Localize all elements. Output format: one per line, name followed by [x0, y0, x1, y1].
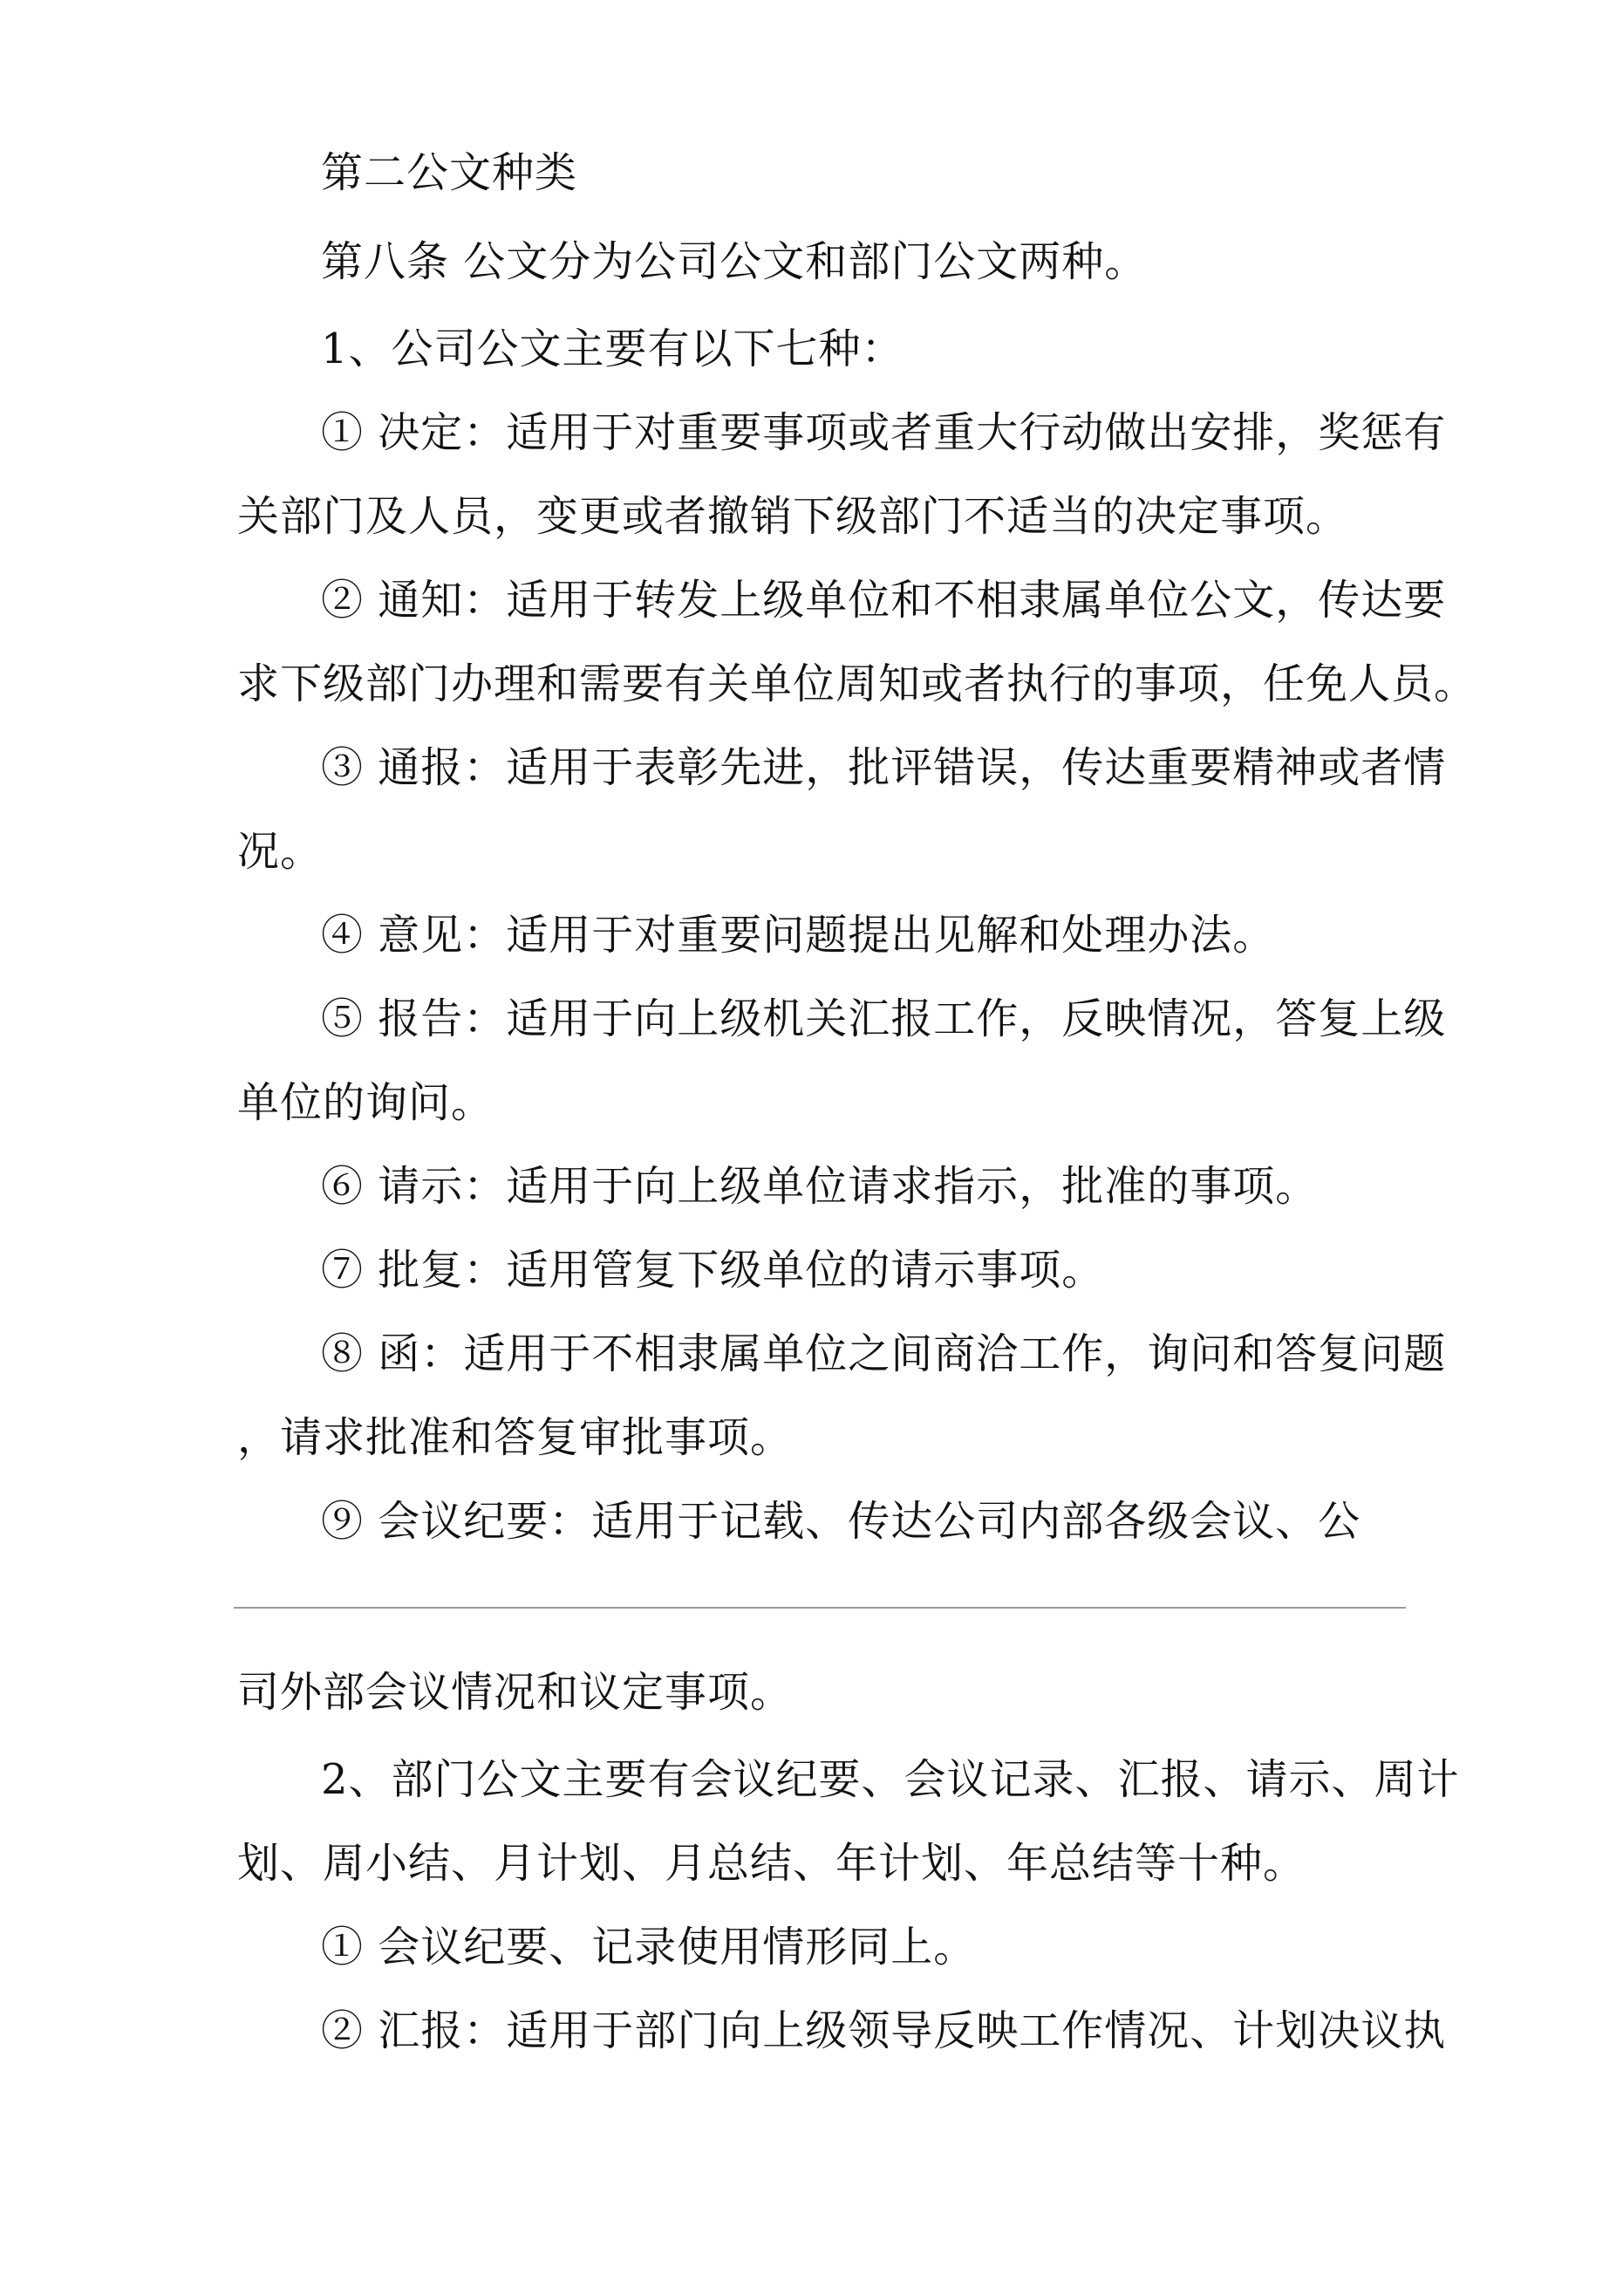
opinion-line: ④ 意见：适用于对重要问题提出见解和处理办法。	[321, 911, 1276, 960]
bulletin-line-1: ③ 通报：适用于表彰先进，批评错误，传达重要精神或者情	[321, 743, 1447, 792]
report-line-1: ⑤ 报告：适用于向上级机关汇报工作，反映情况，答复上级	[321, 994, 1447, 1043]
decision-line-1: ① 决定：适用于对重要事项或者重大行动做出安排，奖惩有	[321, 408, 1447, 457]
company-docs-intro: 1、公司公文主要有以下七种：	[321, 325, 904, 373]
dept-docs-line-2: 划、周小结、月计划、月总结、年计划、年总结等十种。	[237, 1839, 1306, 1888]
report-line-2: 单位的询问。	[237, 1078, 494, 1127]
dept-minutes-line: ① 会议纪要、记录使用情形同上。	[321, 1923, 977, 1971]
page-divider	[234, 1607, 1406, 1609]
notice-line-1: ② 通知：适用于转发上级单位和不相隶属单位公文，传达要	[321, 576, 1447, 625]
section-title: 第二公文种类	[321, 148, 578, 197]
reply-line: ⑦ 批复：适用管复下级单位的请示事项。	[321, 1246, 1105, 1295]
notice-line-2: 求下级部门办理和需要有关单位周知或者执行的事项，任免人员。	[237, 659, 1477, 708]
article-8: 第八条 公文分为公司公文和部门公文两种。	[321, 237, 1148, 286]
bulletin-line-2: 况。	[237, 827, 324, 876]
dept-docs-line-1: 2、部门公文主要有会议纪要、会议记录、汇报、请示、周计	[321, 1755, 1460, 1804]
decision-line-2: 关部门及人员，变更或者撤销下级部门不适当的决定事项。	[237, 492, 1349, 541]
letter-line-2: ，请求批准和答复审批事项。	[237, 1413, 794, 1462]
minutes-line-1: ⑨ 会议纪要：适用于记载、传达公司内部各级会议、公	[321, 1497, 1361, 1546]
dept-report-line: ② 汇报：适用于部门向上级领导反映工作情况、计划决议执	[321, 2006, 1447, 2055]
minutes-line-2: 司外部会议情况和议定事项。	[237, 1668, 794, 1717]
request-line: ⑥ 请示：适用于向上级单位请求指示，批准的事项。	[321, 1162, 1319, 1211]
letter-line-1: ⑧ 函：适用于不相隶属单位之间商洽工作，询问和答复问题	[321, 1329, 1447, 1378]
